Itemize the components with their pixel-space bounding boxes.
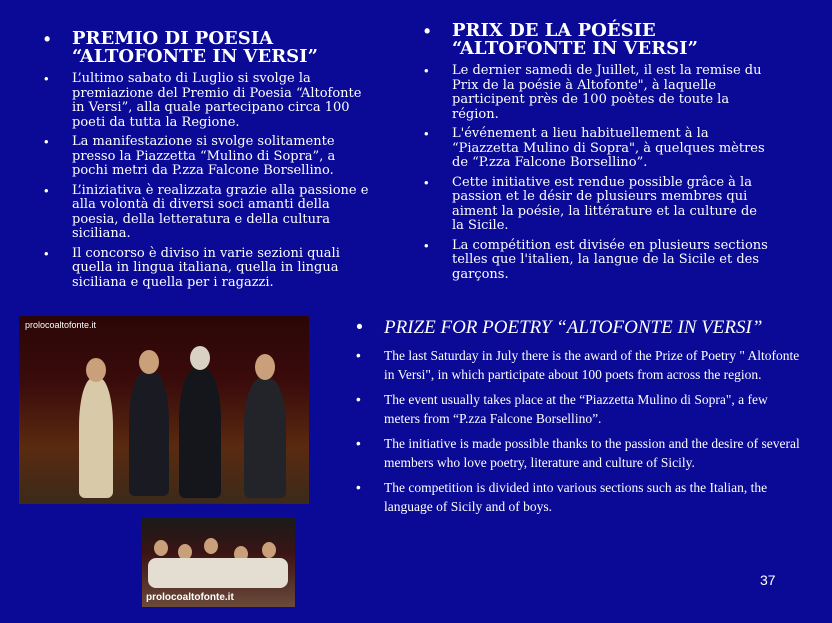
person-head — [86, 358, 106, 382]
person-head — [255, 354, 275, 380]
audience-photo — [142, 518, 295, 607]
french-item: • L'événement a lieu habituellement à la “Piazzetta Mulino di Sopra", à quelques mètres de “P.zza Falcone Borsellino”. — [452, 127, 770, 171]
person-figure — [79, 378, 113, 498]
english-item: • The last Saturday in July there is the award of the Prize of Poetry " Altofonte in Versi", in which participate about 100 poets from across the region. — [384, 346, 802, 384]
english-item: • The competition is divided into various sections such as the Italian, the language of Sicily and of boys. — [384, 478, 802, 516]
person-head — [154, 540, 168, 556]
french-item: • La compétition est divisée en plusieurs sections telles que l'italien, la langue de la Sicile et des garçons. — [452, 239, 770, 283]
person-head — [139, 350, 159, 374]
english-item: • The event usually takes place at the “Piazzetta Mulino di Sopra", a few meters from “P.zza Falcone Borsellino”. — [384, 390, 802, 428]
english-item: • The initiative is made possible thanks to the passion and the desire of several members who love poetry, literature and culture of Sicily. — [384, 434, 802, 472]
event-photo — [19, 316, 309, 504]
person-figure — [179, 368, 221, 498]
person-figure — [129, 371, 169, 496]
italian-section — [72, 30, 372, 295]
french-item: • Cette initiative est rendue possible grâce à la passion et le désir de plusieurs membres qui aiment la poésie, la littérature et la culture de la Sicile. — [452, 176, 770, 234]
italian-item: • Il concorso è diviso in varie sezioni quali quella in lingua italiana, quella in lingua siciliana e quella per i ragazzi. — [72, 247, 372, 291]
italian-item: • L’iniziativa è realizzata grazie alla passione e alla volontà di diversi soci amanti della poesia, della letteratura e della cultura siciliana. — [72, 184, 372, 242]
french-title: • PRIX DE LA POÉSIE “ALTOFONTE IN VERSI” — [452, 22, 770, 58]
english-section — [384, 316, 802, 522]
person-head — [204, 538, 218, 554]
audience-clothing — [148, 558, 288, 588]
person-head — [262, 542, 276, 558]
photo-watermark: prolocoaltofonte.it — [25, 320, 97, 330]
italian-title: • PREMIO DI POESIA “ALTOFONTE IN VERSI” — [72, 30, 372, 66]
french-item: • Le dernier samedi de Juillet, il est la remise du Prix de la poésie à Altofonte", à laquelle participent près de 100 poètes de toute la région. — [452, 64, 770, 122]
photo-watermark: prolocoaltofonte.it — [146, 592, 234, 603]
person-figure — [244, 378, 286, 498]
italian-item: • L’ultimo sabato di Luglio si svolge la premiazione del Premio di Poesia “Altofonte in Versi”, alla quale partecipano circa 100 poeti da tutta la Regione. — [72, 72, 372, 130]
italian-item: • La manifestazione si svolge solitamente presso la Piazzetta “Mulino di Sopra”, a pochi metri da P.zza Falcone Borsellino. — [72, 135, 372, 179]
person-head — [190, 346, 210, 370]
english-title: • PRIZE FOR POETRY “ALTOFONTE IN VERSI” — [384, 316, 802, 340]
french-section — [452, 22, 770, 287]
page-number: 37 — [760, 572, 776, 588]
